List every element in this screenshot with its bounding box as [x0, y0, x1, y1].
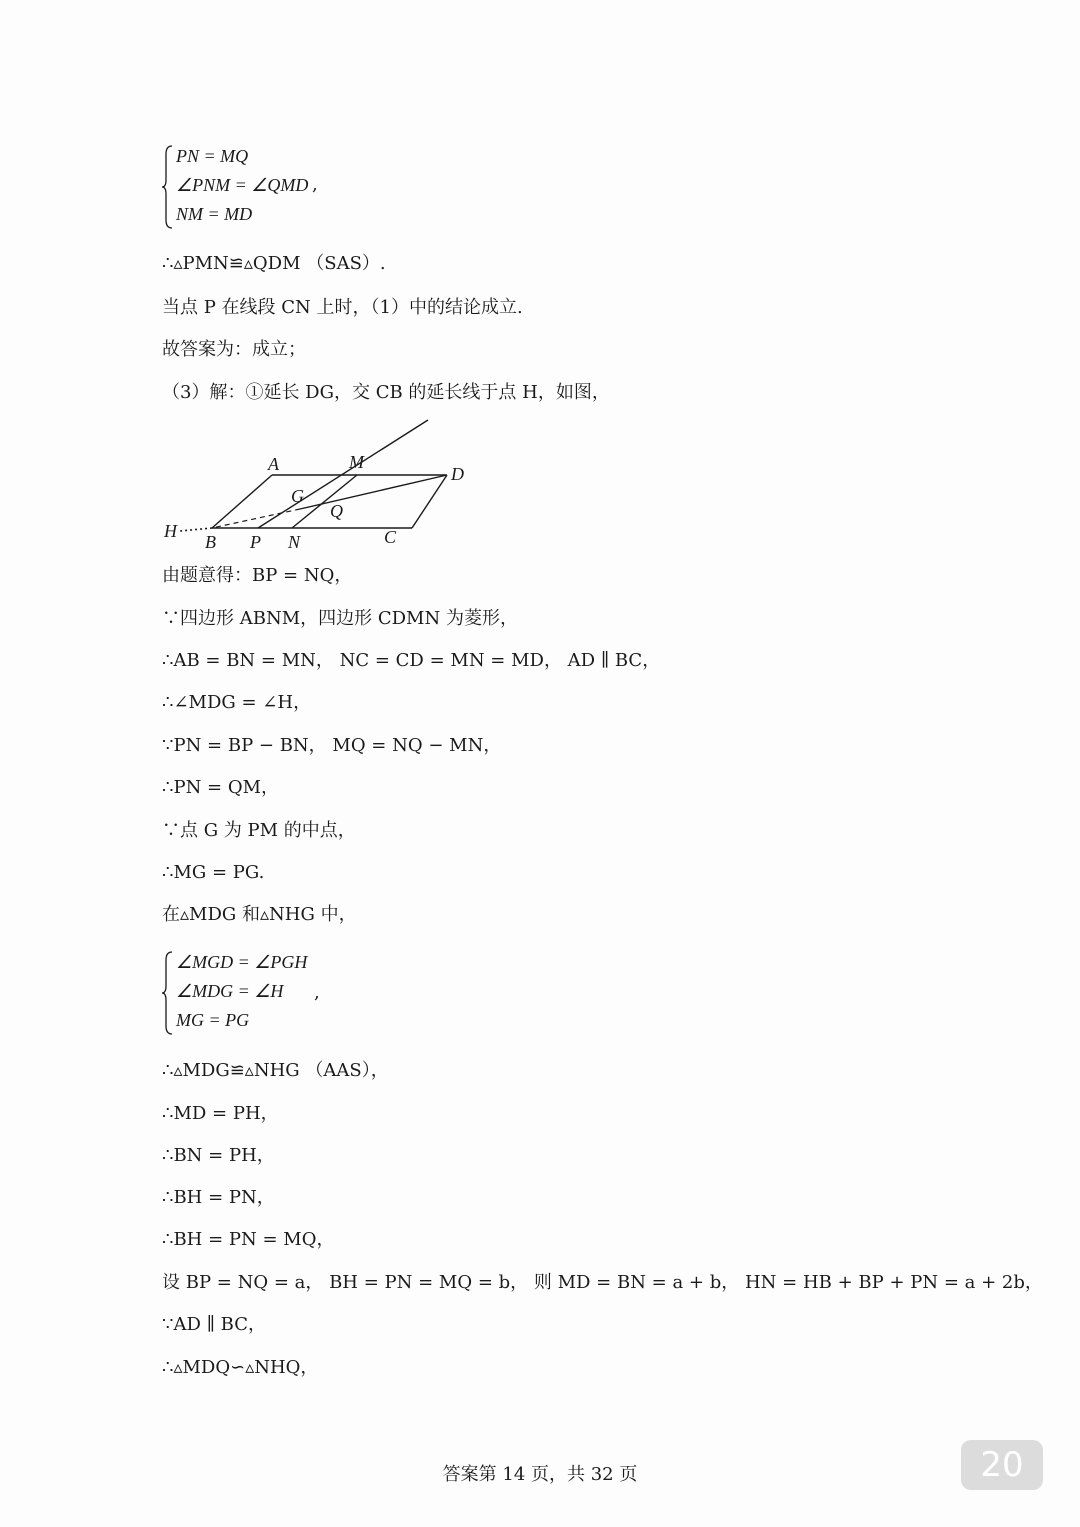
text-line: ∴BH = PN = MQ，: [162, 1229, 335, 1250]
text-line: 在▵MDG 和▵NHG 中，: [162, 904, 357, 925]
text-line: 当点 P 在线段 CN 上时，（1）中的结论成立.: [162, 297, 523, 318]
system2-row: MG = PG: [176, 1010, 250, 1030]
text-line: ∵点 G 为 PM 的中点，: [162, 820, 356, 841]
system1-tail: ,: [312, 174, 318, 195]
label-P: P: [250, 532, 261, 552]
label-N: N: [288, 532, 301, 552]
text-line: 由题意得：BP = NQ，: [162, 565, 353, 586]
text-line: ∴BN = PH，: [162, 1145, 275, 1166]
system2-row: ∠MDG = ∠H: [176, 981, 284, 1001]
text-line: ∴MD = PH，: [162, 1103, 279, 1124]
system1-row: NM = MD: [176, 204, 253, 224]
label-G: G: [291, 486, 304, 506]
text-line: ∵PN = BP − BN， MQ = NQ − MN，: [162, 735, 502, 756]
text-line: （3）解：①延长 DG，交 CB 的延长线于点 H，如图，: [162, 382, 610, 403]
label-D: D: [451, 464, 464, 484]
label-B: B: [205, 532, 216, 552]
left-brace-icon: [162, 950, 174, 1036]
system2-tail: ,: [314, 982, 320, 1003]
text-line: ∴▵MDG≌▵NHG （AAS），: [162, 1060, 389, 1081]
text-line: ∵四边形 ABNM，四边形 CDMN 为菱形，: [162, 608, 518, 629]
label-A: A: [268, 454, 279, 474]
text-line: ∴▵PMN≌▵QDM （SAS）.: [162, 253, 386, 274]
text-line: ∴BH = PN，: [162, 1187, 275, 1208]
page-number-badge: 20: [961, 1440, 1043, 1490]
system1-row: PN = MQ: [176, 146, 249, 166]
text-line: ∴▵MDQ∽▵NHQ，: [162, 1357, 319, 1378]
text-line: ∴AB = BN = MN， NC = CD = MN = MD， AD ∥ BC，: [162, 650, 661, 671]
system1-row: ∠PNM = ∠QMD: [176, 175, 309, 195]
system2-row: ∠MGD = ∠PGH: [176, 952, 308, 972]
text-line: 故答案为：成立；: [162, 339, 306, 360]
text-line: 设 BP = NQ = a， BH = PN = MQ = b， 则 MD = BN = a + b， HN = HB + BP + PN = a + 2b，: [162, 1272, 1043, 1293]
left-brace-icon: [162, 144, 174, 230]
label-Q: Q: [330, 501, 343, 521]
geometry-figure: [162, 418, 482, 562]
text-line: ∵AD ∥ BC，: [162, 1314, 266, 1335]
text-line: ∴PN = QM，: [162, 777, 280, 798]
label-M: M: [349, 452, 364, 472]
label-H: H: [164, 521, 177, 541]
text-line: ∴∠MDG = ∠H，: [162, 692, 312, 713]
page-footer: 答案第 14 页，共 32 页: [442, 1464, 638, 1485]
label-C: C: [384, 527, 397, 547]
geometry-diagram: [162, 418, 482, 558]
text-line: ∴MG = PG.: [162, 862, 265, 883]
